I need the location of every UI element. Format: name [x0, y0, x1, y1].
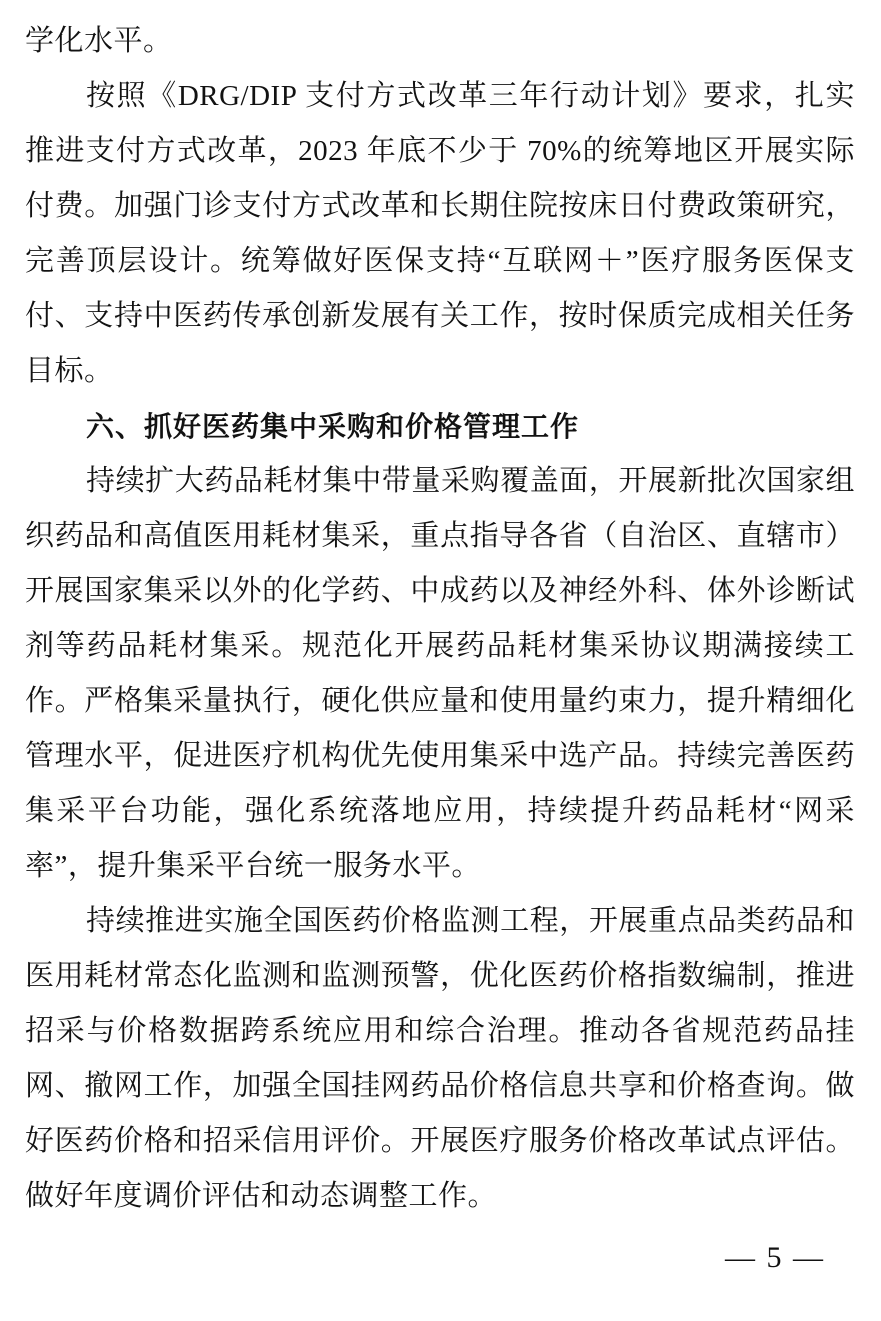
- paragraph-line: 做好年度调价评估和动态调整工作。: [25, 1180, 498, 1212]
- section-heading: 六、抓好医药集中采购和价格管理工作: [86, 411, 580, 442]
- paragraph-line: 医用耗材常态化监测和监测预警，优化医药价格指数编制，推进: [25, 960, 855, 992]
- paragraph-line: 持续扩大药品耗材集中带量采购覆盖面，开展新批次国家组: [86, 465, 855, 497]
- paragraph-line: 织药品和高值医用耗材集采，重点指导各省（自治区、直辖市）: [25, 520, 855, 552]
- paragraph-line: 完善顶层设计。统筹做好医保支持“互联网＋”医疗服务医保支: [25, 245, 855, 277]
- paragraph-line: 招采与价格数据跨系统应用和综合治理。推动各省规范药品挂: [25, 1015, 855, 1047]
- paragraph-line: 目标。: [25, 355, 114, 387]
- paragraph-line: 开展国家集采以外的化学药、中成药以及神经外科、体外诊断试: [25, 575, 855, 607]
- page-footer: [0, 1238, 881, 1278]
- paragraph-line: 好医药价格和招采信用评价。开展医疗服务价格改革试点评估。: [25, 1125, 855, 1157]
- paragraph-line: 剂等药品耗材集采。规范化开展药品耗材集采协议期满接续工: [25, 630, 855, 662]
- page-number: — 5 —: [725, 1241, 825, 1274]
- paragraph-line: 作。严格集采量执行，硬化供应量和使用量约束力，提升精细化: [25, 685, 855, 717]
- paragraph-line: 付费。加强门诊支付方式改革和长期住院按床日付费政策研究，: [25, 190, 855, 222]
- paragraph-line: 按照《DRG/DIP 支付方式改革三年行动计划》要求，扎实: [86, 80, 855, 112]
- paragraph-line: 网、撤网工作，加强全国挂网药品价格信息共享和价格查询。做: [25, 1070, 855, 1102]
- paragraph-line: 学化水平。: [25, 25, 173, 57]
- paragraph-line: 持续推进实施全国医药价格监测工程，开展重点品类药品和: [86, 905, 855, 937]
- paragraph-line: 付、支持中医药传承创新发展有关工作，按时保质完成相关任务: [25, 300, 855, 332]
- paragraph-line: 管理水平，促进医疗机构优先使用集采中选产品。持续完善医药: [25, 740, 855, 772]
- paragraph-line: 集采平台功能，强化系统落地应用，持续提升药品耗材“网采: [25, 795, 855, 827]
- paragraph-line: 推进支付方式改革，2023 年底不少于 70%的统筹地区开展实际: [25, 135, 855, 167]
- paragraph-line: 率”，提升集采平台统一服务水平。: [25, 850, 481, 882]
